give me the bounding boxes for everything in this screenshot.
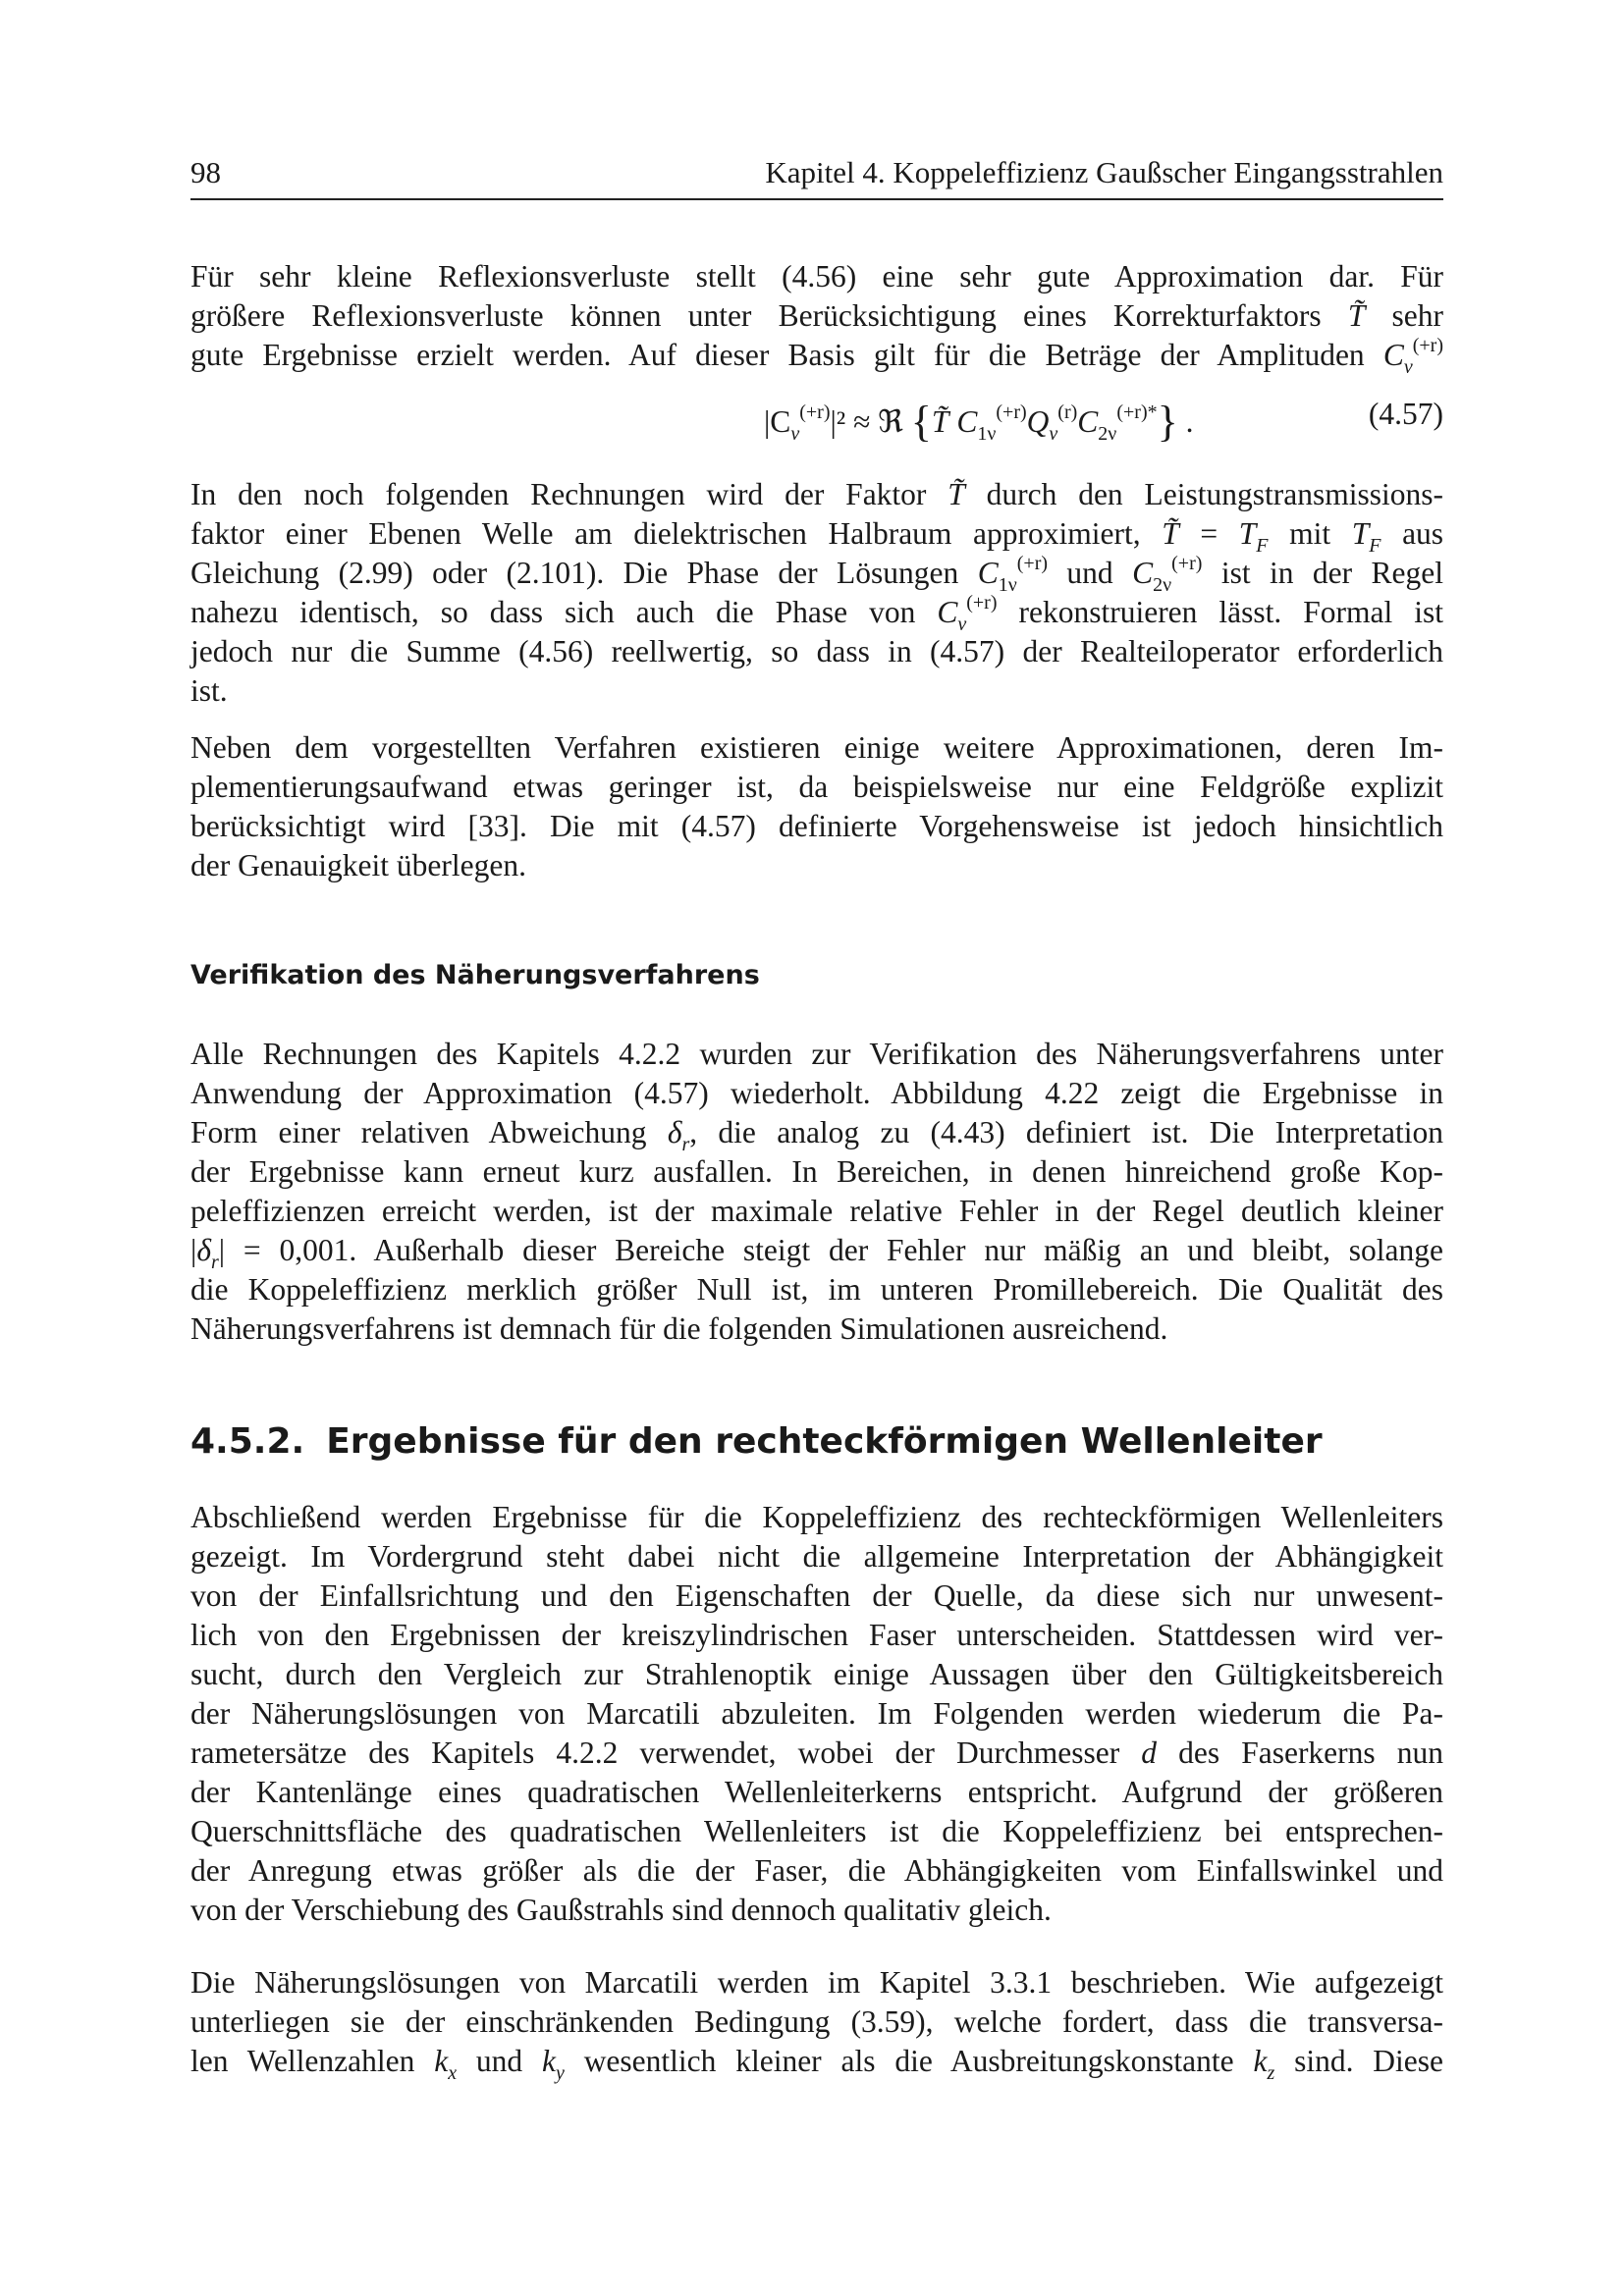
p2-line-5: jedoch nur die Summe (4.56) reellwertig, so dass in (4.57) der Realteiloperator erforderlich bbox=[190, 634, 1443, 668]
p2-line-3: Gleichung (2.99) oder (2.101). Die Phase der Lösungen $C_{1\nu}^{(+r)}$ und $C_{2\nu}^{(+r)}$ ist in der Regel bbox=[190, 553, 1443, 596]
p4-line-3: Form einer relativen Abweichung $\delta_r$, die analog zu (4.43) definiert ist. Die Interpretation bbox=[190, 1115, 1443, 1155]
p4-line-5: peleffizienzen erreicht werden, ist der maximale relative Fehler in der Regel deutlich kleiner bbox=[190, 1194, 1443, 1228]
p4-line-1: Alle Rechnungen des Kapitels 4.2.2 wurden zur Verifikation des Näherungsverfahrens unter bbox=[190, 1037, 1443, 1071]
p5-line-8: der Kantenlänge eines quadratischen Wellenleiterkerns entspricht. Aufgrund der größeren bbox=[190, 1775, 1443, 1809]
p5-line-7: rametersätze des Kapitels 4.2.2 verwendet, wobei der Durchmesser d des Faserkerns nun bbox=[190, 1735, 1444, 1770]
p3-line-3: berücksichtigt wird [33]. Die mit (4.57) definierte Vorgehensweise ist jedoch hinsichtlich bbox=[190, 809, 1443, 843]
p5-line-10: der Anregung etwas größer als die der Faser, die Abhängigkeiten vom Einfallswinkel und bbox=[190, 1853, 1443, 1888]
p5-line-9: Querschnittsfläche des quadratischen Wellenleiters ist die Koppeleffizienz bei entsprechen- bbox=[190, 1814, 1443, 1848]
section-title: Ergebnisse für den rechteckförmigen Wellenleiter bbox=[326, 1421, 1323, 1462]
p5-line-5: sucht, durch den Vergleich zur Strahlenoptik einige Aussagen über den Gültigkeitsbereich bbox=[190, 1657, 1443, 1691]
running-header bbox=[190, 155, 1443, 200]
p6-line-1: Die Näherungslösungen von Marcatili werden im Kapitel 3.3.1 beschrieben. Wie aufgezeigt bbox=[190, 1965, 1443, 2000]
p4-line-6: $|\delta_r| = 0,001$. Außerhalb dieser Bereiche steigt der Fehler nur mäßig an und bleibt, solange bbox=[190, 1233, 1443, 1273]
p5-line-1: Abschließend werden Ergebnisse für die Koppeleffizienz des rechteckförmigen Wellenleiters bbox=[190, 1500, 1443, 1534]
p2-line-4: nahezu identisch, so dass sich auch die Phase von $C_\nu^{(+r)}$ rekonstruieren lässt. Formal ist bbox=[190, 592, 1443, 635]
p3-line-2: plementierungsaufwand etwas geringer ist, da beispielsweise nur eine Feldgröße explizit bbox=[190, 770, 1443, 804]
p5-line-11: von der Verschiebung des Gaußstrahls sind dennoch qualitativ gleich. bbox=[190, 1893, 1052, 1927]
p5-line-2: gezeigt. Im Vordergrund steht dabei nicht die allgemeine Interpretation der Abhängigkeit bbox=[190, 1539, 1443, 1574]
p4-line-2: Anwendung der Approximation (4.57) wiederholt. Abbildung 4.22 zeigt die Ergebnisse in bbox=[190, 1076, 1443, 1110]
running-title: Kapitel 4. Koppeleffizienz Gaußscher Eingangsstrahlen bbox=[765, 155, 1443, 189]
equation-expression: $|C_\nu^{(+r)}|^2$ ≈ ℜ {T̃ $C_{1\nu}^{(+r)}Q_\nu^{(r)}C_{2\nu}^{(+r)*}$} . bbox=[764, 398, 1194, 446]
p5-line-4: lich von den Ergebnissen der kreiszylindrischen Faser unterscheiden. Stattdessen wird ver- bbox=[190, 1618, 1443, 1652]
p1-line-2: größere Reflexionsverluste können unter Berücksichtigung eines Korrekturfaktors T̃ sehr bbox=[190, 298, 1444, 333]
p5-line-3: von der Einfallsrichtung und den Eigenschaften der Quelle, da diese sich nur unwesent- bbox=[190, 1578, 1443, 1613]
paragraph-6 bbox=[190, 1963, 1443, 2084]
p4-line-8: Näherungsverfahrens ist demnach für die folgenden Simulationen ausreichend. bbox=[190, 1311, 1168, 1346]
p6-line-3: len Wellenzahlen $k_x$ und $k_y$ wesentlich kleiner als die Ausbreitungskonstante $k_z$ sind. Diese bbox=[190, 2044, 1443, 2084]
equation-number: (4.57) bbox=[1368, 397, 1443, 431]
p6-line-2: unterliegen sie der einschränkenden Bedingung (3.59), welche fordert, dass die transversa- bbox=[190, 2004, 1443, 2039]
page-number: 98 bbox=[190, 155, 221, 189]
paragraph-4 bbox=[190, 1035, 1443, 1349]
p5-line-6: der Näherungslösungen von Marcatili abzuleiten. Im Folgenden werden wiederum die Pa- bbox=[190, 1696, 1443, 1731]
p4-line-7: die Koppeleffizienz merklich größer Null ist, im unteren Promillebereich. Die Qualität des bbox=[190, 1272, 1443, 1307]
p1-line-3: gute Ergebnisse erzielt werden. Auf dieser Basis gilt für die Beträge der Amplituden $C_\nu^{(+r)}$ bbox=[190, 335, 1443, 378]
paragraph-2 bbox=[190, 475, 1443, 711]
p3-line-1: Neben dem vorgestellten Verfahren existieren einige weitere Approximationen, deren Im- bbox=[190, 730, 1443, 765]
equation-4-57 bbox=[190, 391, 1443, 446]
paragraph-5 bbox=[190, 1498, 1443, 1930]
section-number: 4.5.2. bbox=[190, 1421, 305, 1462]
section-heading-4-5-2 bbox=[190, 1421, 1323, 1462]
p3-line-4: der Genauigkeit überlegen. bbox=[190, 848, 526, 882]
paragraph-3 bbox=[190, 728, 1443, 885]
p4-line-4: der Ergebnisse kann erneut kurz ausfallen. In Bereichen, in denen hinreichend große Kop- bbox=[190, 1154, 1443, 1189]
p1-line-1: Für sehr kleine Reflexionsverluste stellt (4.56) eine sehr gute Approximation dar. Für bbox=[190, 259, 1443, 294]
p2-line-2: faktor einer Ebenen Welle am dielektrischen Halbraum approximiert, T̃ = $T_F$ mit $T_F$ aus bbox=[190, 516, 1444, 557]
paragraph-1 bbox=[190, 257, 1444, 378]
p2-line-6: ist. bbox=[190, 673, 228, 708]
subheading-verification: Verifikation des Näherungsverfahrens bbox=[190, 960, 760, 990]
p2-line-1: In den noch folgenden Rechnungen wird der Faktor T̃ durch den Leistungstransmissions- bbox=[190, 477, 1444, 511]
